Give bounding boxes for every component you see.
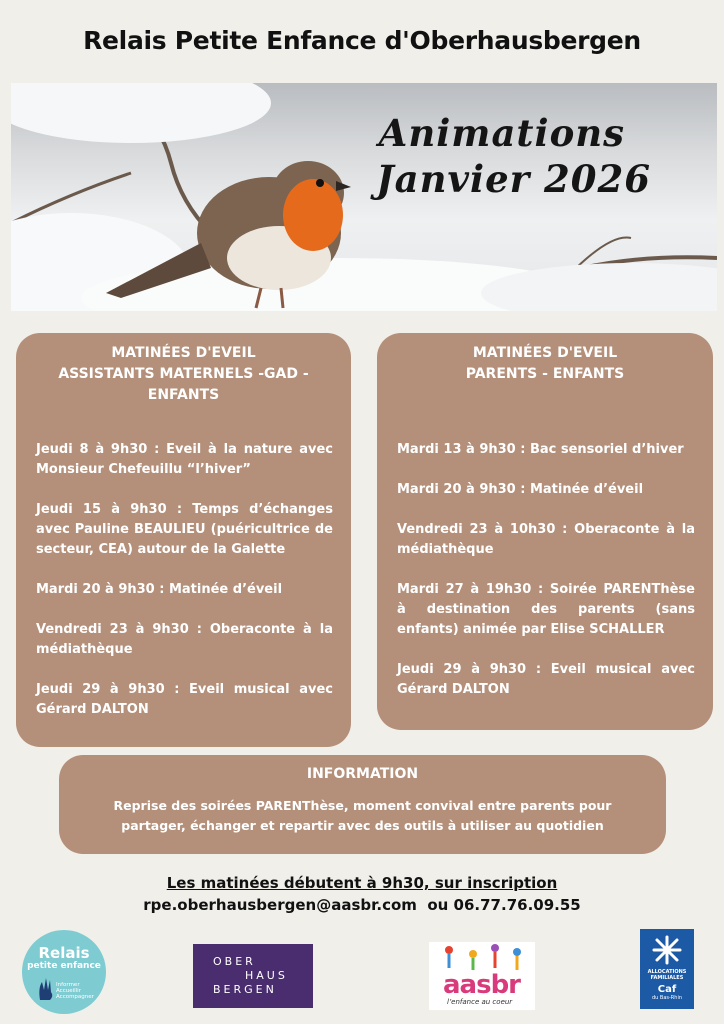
relais-petite-enfance-logo xyxy=(22,930,106,1014)
logo-text: aasbr xyxy=(443,970,520,1000)
card-heading-line: MATINÉES D'EVEIL xyxy=(111,345,256,361)
card-heading-line: MATINÉES D'EVEIL xyxy=(472,345,618,361)
logo-text xyxy=(640,969,694,981)
logo-text: Accueillir xyxy=(56,988,81,994)
logo-text: ALLOCATIONS xyxy=(647,969,687,975)
logo-text: Relais xyxy=(38,944,90,962)
schedule-notice: Les matinées débutent à 9h30, sur inscription xyxy=(166,874,558,892)
hero-title-line1: Animations xyxy=(378,111,625,155)
page-title: Relais Petite Enfance d'Oberhausbergen xyxy=(83,26,641,55)
logo-text: Caf xyxy=(657,984,677,995)
logo-text: BERGEN xyxy=(213,983,277,996)
event-item: Jeudi 29 à 9h30 : Eveil musical avec Gérard DALTON xyxy=(36,682,333,717)
card-heading xyxy=(16,343,351,406)
card-assistants-maternels xyxy=(16,333,351,747)
logo-text: OBER xyxy=(213,955,256,968)
card-heading-line: PARENTS - ENFANTS xyxy=(465,366,625,382)
logo-text: Accompagner xyxy=(56,994,94,1000)
card-heading-line: ENFANTS xyxy=(147,387,220,403)
aasbr-logo xyxy=(429,942,535,1010)
hero-title-line2: Janvier 2026 xyxy=(376,157,651,201)
logo-text: petite enfance xyxy=(27,961,101,971)
logo-text: FAMILIALES xyxy=(650,975,684,981)
event-item: Jeudi 8 à 9h30 : Eveil à la nature avec Monsieur Chefeuillu “l’hiver” xyxy=(36,442,333,477)
children-figures-icon xyxy=(429,942,535,972)
information-title: INFORMATION xyxy=(306,766,419,782)
event-item: Mardi 27 à 19h30 : Soirée PARENThèse à destination des parents (sans enfants) animée par Elise SCHALLER xyxy=(397,582,695,637)
card-parents-enfants xyxy=(377,333,713,730)
hero-banner xyxy=(11,83,717,311)
caf-logo xyxy=(640,929,694,1009)
card-heading xyxy=(377,343,713,385)
information-body xyxy=(59,796,666,836)
logo-text: HAUS xyxy=(245,969,288,982)
logo-text: l’enfance au coeur xyxy=(447,998,513,1006)
logo-tagline xyxy=(56,982,94,1000)
information-line: Reprise des soirées PARENThèse, moment convival entre parents pour xyxy=(113,798,612,813)
event-item: Mardi 13 à 9h30 : Bac sensoriel d’hiver xyxy=(397,442,684,457)
hand-icon xyxy=(36,976,56,1002)
contact-info[interactable]: rpe.oberhausbergen@aasbr.com ou 06.77.76.09.55 xyxy=(143,896,581,914)
logo-text: du Bas-Rhin xyxy=(651,995,683,1001)
event-item: Mardi 20 à 9h30 : Matinée d’éveil xyxy=(397,482,644,497)
event-item: Vendredi 23 à 9h30 : Oberaconte à la médiathèque xyxy=(36,622,333,657)
event-item: Mardi 20 à 9h30 : Matinée d’éveil xyxy=(36,582,283,597)
information-box xyxy=(59,755,666,854)
card-heading-line: ASSISTANTS MATERNELS -GAD - xyxy=(58,366,309,382)
event-item: Jeudi 29 à 9h30 : Eveil musical avec Gérard DALTON xyxy=(397,662,695,697)
oberhausbergen-logo xyxy=(193,944,313,1008)
event-item: Jeudi 15 à 9h30 : Temps d’échanges avec Pauline BEAULIEU (puéricultrice de secteur, CEA) autour de la Galette xyxy=(36,502,333,557)
information-line: partager, échanger et repartir avec des outils à utiliser au quotidien xyxy=(121,818,604,833)
snowflake-icon xyxy=(652,935,682,965)
logo-text: Informer xyxy=(56,982,80,988)
event-item: Vendredi 23 à 10h30 : Oberaconte à la médiathèque xyxy=(397,522,695,557)
